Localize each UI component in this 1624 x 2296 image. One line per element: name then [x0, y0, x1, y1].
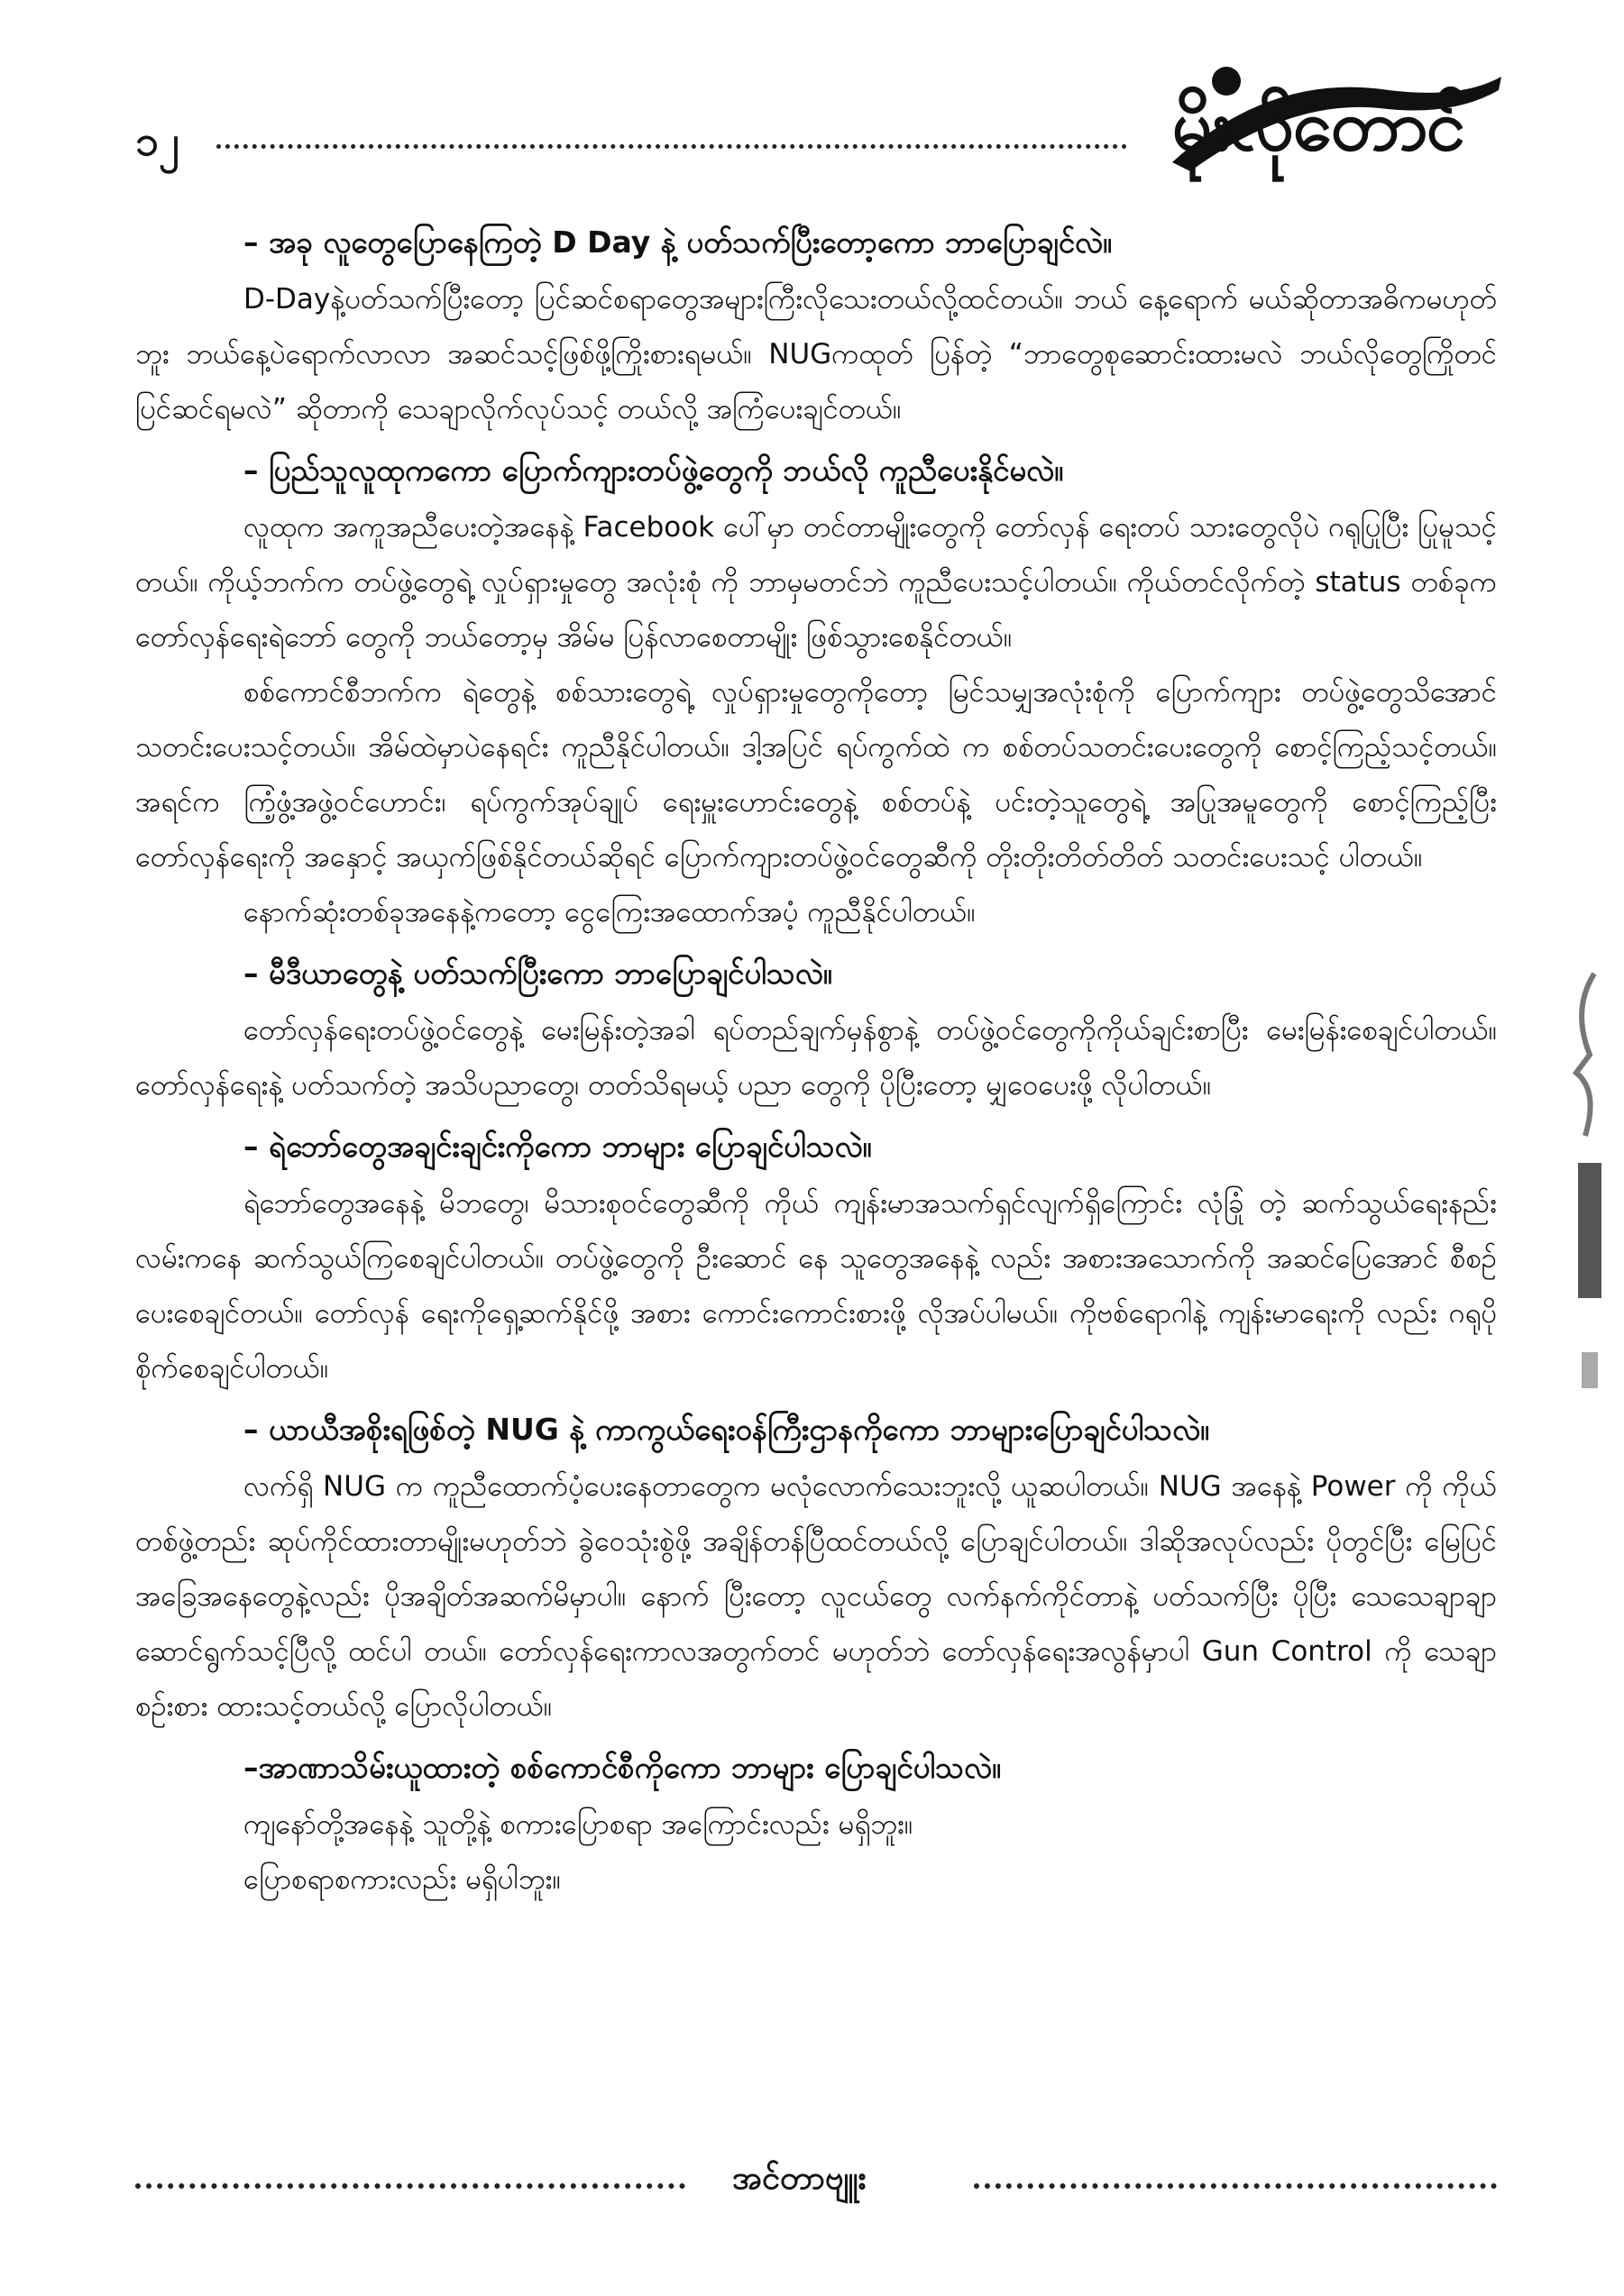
answer-6-line-1: ကျနော်တို့အနေနဲ့ သူတို့နဲ့ စကားပြောစရာ အကြောင်းလည်း မရှိဘူး။	[243, 1808, 913, 1841]
question-2: – ပြည်သူလူထုကကော ပြောက်ကျားတပ်ဖွဲ့တွေကို ဘယ်လို ကူညီပေးနိုင်မလဲ။	[243, 453, 1064, 488]
side-mark-block	[1578, 1163, 1601, 1298]
question-5: – ယာယီအစိုးရဖြစ်တဲ့ NUG နဲ့ ကာကွယ်ရေးဝန်ကြီးဌာနကိုကော ဘာများပြောချင်ပါသလဲ။	[243, 1412, 1210, 1447]
footer-section-title: အင်တာဗျူး	[732, 2160, 867, 2197]
article-body	[135, 209, 1497, 1907]
page-number: ၁၂	[135, 116, 179, 165]
side-mark-tick	[1582, 1352, 1598, 1388]
answer-5-paragraph: လက်ရှိ NUG က ကူညီထောက်ပံ့ပေးနေတာတွေက မလုံလောက်သေးဘူးလို့ ယူဆပါတယ်။ NUG အနေနဲ့ Power ကို ကိုယ်တစ်ဖွဲ့တည်း ဆုပ်ကိုင်ထားတာမျိုးမဟုတ်ဘဲ ခွဲဝေသုံးစွဲဖို့ အချိန်တန်ပြီထင်တယ်လို့ ပြောချင်ပါတယ်။ ဒါဆိုအလုပ်လည်း ပိုတွင်ပြီး မြေပြင်အခြေအနေတွေနဲ့လည်း ပိုအချိတ်အဆက်မိမှာပါ။ နောက် ပြီးတော့ လူငယ်တွေ လက်နက်ကိုင်တာနဲ့ ပတ်သက်ပြီး ပိုပြီး သေသေချာချာ ဆောင်ရွက်သင့်ပြီလို့ ထင်ပါ တယ်။ တော်လှန်ရေးကာလအတွက်တင် မဟုတ်ဘဲ တော်လှန်ရေးအလွန်မှာပါ Gun Control ကို သေချာ စဉ်းစား ထားသင့်တယ်လို့ ပြောလိုပါတယ်။	[135, 1470, 1497, 1723]
side-edge-mark	[1558, 956, 1612, 1424]
question-3: – မီဒီယာတွေနဲ့ ပတ်သက်ပြီးကော ဘာပြောချင်ပါသလဲ။	[243, 956, 832, 991]
footer-dotted-rule-left	[135, 2183, 685, 2189]
answer-4-paragraph: ရဲဘော်တွေအနေနဲ့ မိဘတွေ၊ မိသားစုဝင်တွေဆီကို ကိုယ် ကျန်းမာအသက်ရှင်လျက်ရှိကြောင်း လုံခြုံ တဲ့ ဆက်သွယ်ရေးနည်းလမ်းကနေ ဆက်သွယ်ကြစေချင်ပါတယ်။ တပ်ဖွဲ့တွေကို ဦးဆောင် နေ သူတွေအနေနဲ့ လည်း အစားအသောက်ကို အဆင်ပြေအောင် စီစဉ်ပေးစေချင်တယ်။ တော်လှန် ရေးကိုရှေ့ဆက်နိုင်ဖို့ အစား ကောင်းကောင်းစားဖို့ လိုအပ်ပါမယ်။ ကိုဗစ်ရောဂါနဲ့ ကျန်းမာရေးကို လည်း ဂရုပိုစိုက်စေချင်ပါတယ်။	[135, 1187, 1497, 1385]
answer-2-paragraph-1: လူထုက အကူအညီပေးတဲ့အနေနဲ့ Facebook ပေါ်မှာ တင်တာမျိုးတွေကို တော်လှန် ရေးတပ် သားတွေလိုပဲ ဂရုပြုပြီး ပြုမူသင့်တယ်။ ကိုယ့်ဘက်က တပ်ဖွဲ့တွေရဲ့ လှုပ်ရှားမှုတွေ အလုံးစုံ ကို ဘာမှမတင်ဘဲ ကူညီပေးသင့်ပါတယ်။ ကိုယ်တင်လိုက်တဲ့ status တစ်ခုက တော်လှန်ရေးရဲဘော် တွေကို ဘယ်တော့မှ အိမ်မ ပြန်လာစေတာမျိုး ဖြစ်သွားစေနိုင်တယ်။	[135, 511, 1497, 654]
question-6: –အာဏာသိမ်းယူထားတဲ့ စစ်ကောင်စီကိုကော ဘာများ ပြောချင်ပါသလဲ။	[243, 1750, 1001, 1785]
answer-6-line-2: ပြောစရာစကားလည်း မရှိပါဘူး။	[243, 1863, 561, 1896]
question-4: – ရဲဘော်တွေအချင်းချင်းကိုကော ဘာများ ပြောချင်ပါသလဲ။	[243, 1129, 872, 1164]
header-dotted-rule	[216, 144, 1127, 149]
logo-text: မိုးလိုတောင်	[1172, 86, 1464, 167]
answer-1-paragraph: D-Dayနဲ့ပတ်သက်ပြီးတော့ ပြင်ဆင်စရာတွေအများကြီးလိုသေးတယ်လို့ထင်တယ်။ ဘယ် နေ့ရောက် မယ်ဆိုတာအဓိကမဟုတ်ဘူး ဘယ်နေ့ပဲရောက်လာလာ အဆင်သင့်ဖြစ်ဖို့ကြိုးစားရမယ်။ NUGကထုတ် ပြန်တဲ့ “ဘာတွေစုဆောင်းထားမလဲ ဘယ်လိုတွေကြိုတင်ပြင်ဆင်ရမလဲ” ဆိုတာကို သေချာလိုက်လုပ်သင့် တယ်လို့ အကြံပေးချင်တယ်။	[135, 283, 1497, 425]
footer-dotted-rule-right	[974, 2183, 1497, 2189]
answer-3-paragraph: တော်လှန်ရေးတပ်ဖွဲ့ဝင်တွေနဲ့ မေးမြန်းတဲ့အခါ ရပ်တည်ချက်မှန်စွာနဲ့ တပ်ဖွဲ့ဝင်တွေကိုကိုယ်ချင်းစာပြီး မေးမြန်းစေချင်ပါတယ်။ တော်လှန်ရေးနဲ့ ပတ်သက်တဲ့ အသိပညာတွေ၊ တတ်သိရမယ့် ပညာ တွေကို ပိုပြီးတော့ မျှဝေပေးဖို့ လိုပါတယ်။	[135, 1014, 1497, 1102]
answer-2-paragraph-3: နောက်ဆုံးတစ်ခုအနေနဲ့ကတော့ ငွေကြေးအထောက်အပံ့ ကူညီနိုင်ပါတယ်။	[243, 896, 976, 928]
answer-2-paragraph-2: စစ်ကောင်စီဘက်က ရဲတွေနဲ့ စစ်သားတွေရဲ့ လှုပ်ရှားမှုတွေကိုတော့ မြင်သမျှအလုံးစုံကို ပြောက်ကျား တပ်ဖွဲ့တွေသိအောင် သတင်းပေးသင့်တယ်။ အိမ်ထဲမှာပဲနေရင်း ကူညီနိုင်ပါတယ်။ ဒါ့အပြင် ရပ်ကွက်ထဲ က စစ်တပ်သတင်းပေးတွေကို စောင့်ကြည့်သင့်တယ်။ အရင်က ကြံ့ဖွံ့အဖွဲ့ဝင်ဟောင်း၊ ရပ်ကွက်အုပ်ချုပ် ရေးမှူးဟောင်းတွေနဲ့ စစ်တပ်နဲ့ ပင်းတဲ့သူတွေရဲ့ အပြုအမူတွေကို စောင့်ကြည့်ပြီး တော်လှန်ရေးကို အနှောင့် အယှက်ဖြစ်နိုင်တယ်ဆိုရင် ပြောက်ကျားတပ်ဖွဲ့ဝင်တွေဆီကို တိုးတိုးတိတ်တိတ် သတင်းပေးသင့် ပါတယ်။	[135, 676, 1497, 874]
side-mark-ornament	[1576, 974, 1594, 1136]
question-1: – အခု လူတွေပြောနေကြတဲ့ D Day နဲ့ ပတ်သက်ပြီးတော့ကော ဘာပြောချင်လဲ။	[243, 224, 1112, 260]
